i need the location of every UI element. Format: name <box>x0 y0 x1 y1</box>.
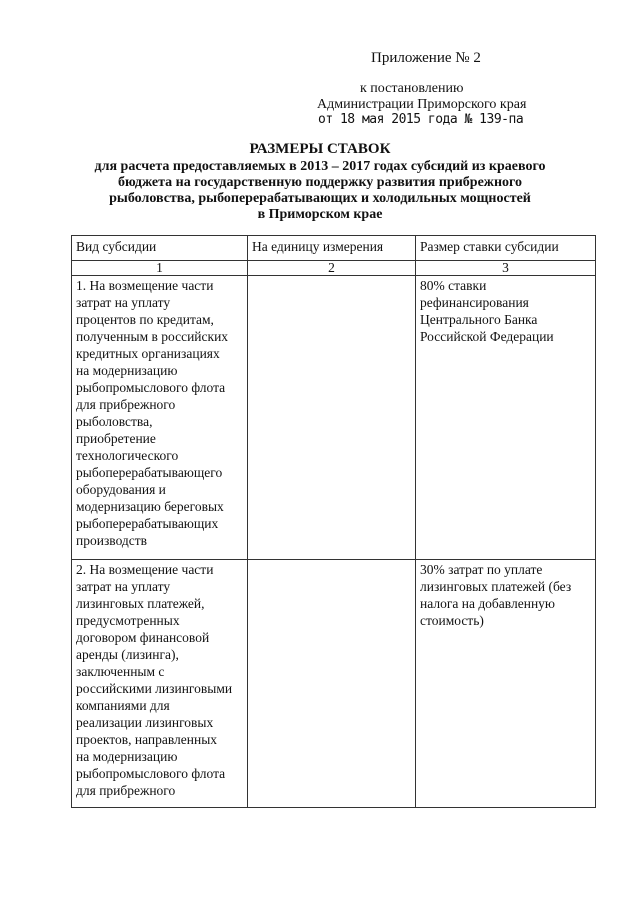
cell-line: Центрального Банка <box>420 312 538 327</box>
table-row <box>72 276 596 560</box>
cell-line: реализации лизинговых <box>76 715 214 730</box>
column-header-rate: Размер ставки субсидии <box>416 236 596 261</box>
cell-line: процентов по кредитам, <box>76 312 214 327</box>
cell-line: производств <box>76 533 148 548</box>
cell-line: проектов, направленных <box>76 732 218 747</box>
cell-line: оборудования и <box>76 482 166 497</box>
cell-line: компаниями для <box>76 698 170 713</box>
column-header-subsidy-type: Вид субсидии <box>72 236 248 261</box>
cell-line: лизинговых платежей, <box>76 596 205 611</box>
cell-line: рефинансирования <box>420 295 529 310</box>
column-header-unit: На единицу измерения <box>248 236 416 261</box>
cell-line: стоимость) <box>420 613 484 628</box>
cell-line: технологического <box>76 448 179 463</box>
cell-line: предусмотренных <box>76 613 180 628</box>
subsidy-rates-table <box>71 235 596 808</box>
unit-cell <box>248 276 416 560</box>
cell-line: кредитных организациях <box>76 346 220 361</box>
cell-line: 2. На возмещение части <box>76 562 214 577</box>
document-subtitle <box>90 159 550 223</box>
document-title: РАЗМЕРЫ СТАВОК <box>249 141 391 157</box>
table-row <box>72 560 596 808</box>
appendix-label: Приложение № 2 <box>371 50 481 66</box>
resolution-date-number: от 18 мая 2015 года № 139-па <box>318 112 524 127</box>
cell-line: договором финансовой <box>76 630 210 645</box>
cell-line: рыбопромыслового флота <box>76 766 226 781</box>
subtitle-line: в Приморском крае <box>257 207 383 222</box>
cell-line: полученным в российских <box>76 329 229 344</box>
subtitle-line: для расчета предоставляемых в 2013 – 2017 годах субсидий из краевого <box>94 159 546 174</box>
issuing-authority: Администрации Приморского края <box>317 97 527 112</box>
rate-cell <box>416 560 596 808</box>
cell-line: налога на добавленную <box>420 596 556 611</box>
cell-line: затрат на уплату <box>76 295 171 310</box>
subsidy-type-cell <box>72 276 248 560</box>
cell-line: рыболовства, <box>76 414 153 429</box>
cell-line: затрат на уплату <box>76 579 171 594</box>
column-number-row <box>72 261 596 276</box>
cell-line: 80% ставки <box>420 278 487 293</box>
cell-line: российскими лизинговыми <box>76 681 233 696</box>
cell-line: рыбопромыслового флота <box>76 380 226 395</box>
cell-line: аренды (лизинга), <box>76 647 179 662</box>
resolution-reference: к постановлению <box>360 81 464 96</box>
subsidy-type-cell <box>72 560 248 808</box>
cell-line: рыбоперерабатывающих <box>76 516 219 531</box>
subtitle-line: бюджета на государственную поддержку развития прибрежного <box>117 175 523 190</box>
unit-cell <box>248 560 416 808</box>
column-number: 2 <box>248 261 416 276</box>
cell-line: на модернизацию <box>76 749 178 764</box>
cell-line: для прибрежного <box>76 397 176 412</box>
rate-cell <box>416 276 596 560</box>
cell-line: 1. На возмещение части <box>76 278 214 293</box>
subtitle-line: рыболовства, рыбоперерабатывающих и холодильных мощностей <box>109 191 531 206</box>
cell-line: для прибрежного <box>76 783 176 798</box>
cell-line: модернизацию береговых <box>76 499 224 514</box>
cell-line: на модернизацию <box>76 363 178 378</box>
column-number: 3 <box>416 261 596 276</box>
column-number: 1 <box>72 261 248 276</box>
table-header-row <box>72 236 596 261</box>
cell-line: лизинговых платежей (без <box>420 579 572 594</box>
cell-line: приобретение <box>76 431 156 446</box>
cell-line: рыбоперерабатывающего <box>76 465 223 480</box>
cell-line: заключенным с <box>76 664 165 679</box>
cell-line: Российской Федерации <box>420 329 554 344</box>
cell-line: 30% затрат по уплате <box>420 562 543 577</box>
